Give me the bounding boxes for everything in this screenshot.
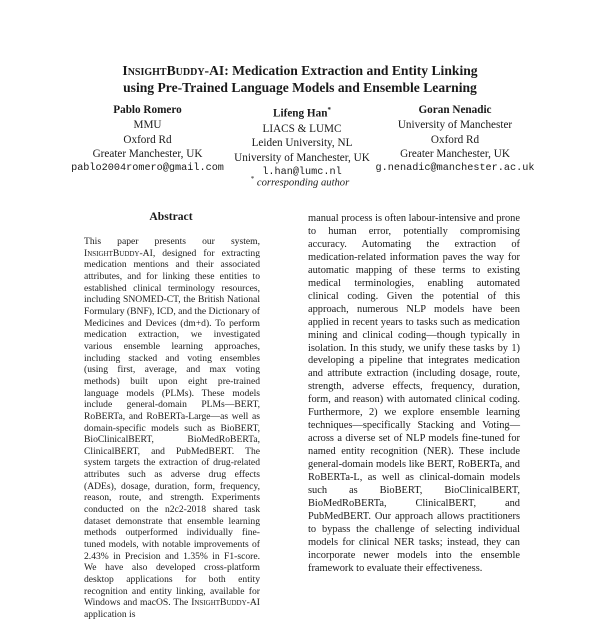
author-affiliation: University of Manchester, UK — [234, 152, 370, 165]
author-affiliation: Greater Manchester, UK — [400, 148, 510, 161]
title-line1-rest: : Medication Extraction and Entity Linking — [224, 63, 478, 78]
paper-title — [40, 62, 560, 96]
abstract-body — [84, 236, 260, 621]
abstract-text: application is — [84, 609, 136, 620]
author-affiliation: Oxford Rd — [123, 133, 172, 146]
abstract-text: , designed for extracting medication mentions and their associated attributes, and for linking these entities to established clinical terminology resources, including SNOMED-CT, the British National Formulary (BNF), ICD, and the Dictionary of Medicines and Devices (dm+d). To perform medication extraction, we investigated various ensemble learning approaches, including stacked and voting ensembles (using first, average, and max voting methods) built upon eight pre-trained language models (PLMs). These models include general-domain PLMs—BERT, RoBERTa, and RoBERTa-Large—as well as domain-specific models such as BioBERT, BioClinicalBERT, BioMedRoBERTa, ClinicalBERT, and PubMedBERT. The system targets the extraction of drug-related attributes such as adverse drug effects (ADEs), dosage, duration, form, frequency, reason, route, and strength. Experiments conducted on the n2c2-2018 shared task dataset demonstrate that ensemble learning methods outperformed individually fine-tuned models, with notable improvements of 2.43% in Precision and 1.35% in F1-score. We have also developed cross-platform desktop applications for both entity recognition and entity linking, available for Windows and macOS. The — [84, 247, 260, 609]
author-email: g.nenadic@manchester.ac.uk — [375, 163, 535, 175]
abstract-text: This paper presents our system, — [84, 236, 260, 247]
system-name: InsightBuddy-AI — [191, 597, 260, 609]
author-affiliation: Greater Manchester, UK — [92, 148, 203, 161]
author-affiliation: MMU — [133, 118, 162, 131]
author-name: Goran Nenadic — [418, 104, 492, 116]
author-affiliation: University of Manchester — [397, 118, 513, 131]
author-affiliation: Leiden University, NL — [251, 137, 353, 150]
body-paragraph: manual process is often labour-intensive and prone to human error, potentially compromising accuracy. Automating the extraction of medication-related information paves the way for automatic mapping of these terms to existing medical terminologies, enabling automated clinical coding. Given the potential of this approach, numerous NLP models have been applied in recent years to tasks such as medication mining and clinical coding—though typically in isolation. In this study, we unify these tasks by 1) developing a pipeline that integrates medication and attribute extraction (including dosage, route, strength, adverse effects, frequency, duration, form, and reason) with automated clinical coding. Furthermore, 2) we explore ensemble learning techniques—specifically Stacking and Voting—across a diverse set of NLP models fine-tuned for named entity recognition (NER). These include general-domain models like BERT, RoBERTa, and RoBERTa-L, as well as clinical-domain models such as BioBERT, BioClinicalBERT, BioMedRoBERTa, ClinicalBERT, and PubMedBERT. Our approach allows practitioners to bypass the challenge of selecting individual models for clinical NER tasks; instead, they can incorporate newer models into the ensemble framework to evaluate their effectiveness. — [308, 213, 520, 574]
corresponding-author-note — [230, 175, 370, 189]
author-block-1 — [60, 103, 235, 177]
author-block-3 — [370, 103, 540, 177]
abstract-heading: Abstract — [149, 210, 193, 223]
author-affiliation: LIACS & LUMC — [262, 122, 342, 135]
author-email: l.han@lumc.nl — [262, 166, 342, 178]
title-line2: using Pre-Trained Language Models and Ensemble Learning — [123, 80, 477, 95]
author-affiliation: Oxford Rd — [430, 133, 480, 146]
system-name: InsightBuddy-AI — [122, 63, 225, 78]
author-block-2 — [228, 103, 376, 181]
corresponding-label: corresponding author — [256, 177, 350, 189]
introduction-column — [308, 213, 520, 576]
author-email: pablo2004romero@gmail.com — [71, 163, 224, 175]
corresponding-marker: * — [250, 175, 255, 183]
author-name: Pablo Romero — [113, 104, 182, 116]
system-name: InsightBuddy-AI — [84, 247, 153, 259]
corresponding-marker: * — [327, 106, 331, 114]
author-name: Lifeng Han — [273, 107, 328, 120]
